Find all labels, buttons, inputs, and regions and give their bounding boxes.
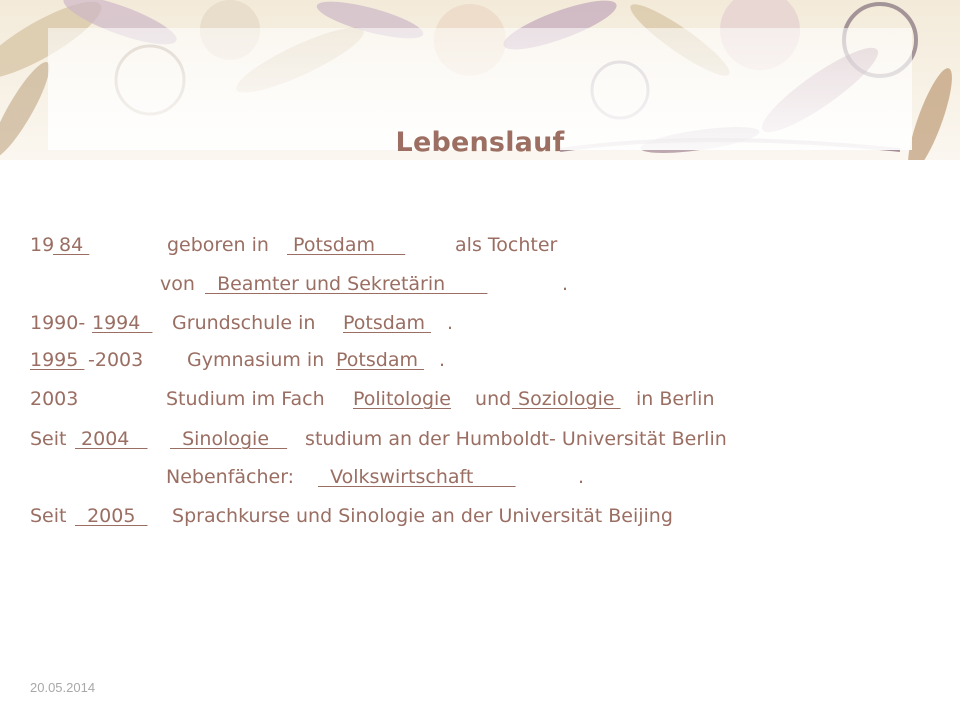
- gymnasium-city: Potsdam: [336, 349, 425, 371]
- parents-value: Beamter und Sekretärin: [205, 273, 488, 295]
- cv-row-beijing: [0, 503, 960, 633]
- beijing-year: 2005: [75, 505, 148, 527]
- grundschule-end-dot: .: [447, 312, 454, 334]
- year-prefix: 19: [30, 234, 55, 256]
- studium-location: in Berlin: [636, 388, 715, 410]
- nebenfaecher-value: Volkswirtschaft: [318, 466, 516, 488]
- grundschule-start: 1990-: [30, 312, 86, 334]
- studium-year: 2003: [30, 388, 79, 410]
- sinologie-year: 2004: [75, 428, 148, 450]
- studium-and: und: [469, 388, 512, 410]
- beijing-prefix: Seit: [30, 505, 73, 527]
- gymnasium-start: 1995: [30, 349, 85, 371]
- birth-label: geboren in: [167, 234, 275, 256]
- sinologie-subject: Sinologie: [170, 428, 288, 450]
- birth-year: 84: [53, 234, 90, 256]
- footer-date: 20.05.2014: [30, 680, 96, 695]
- studium-label: Studium im Fach: [166, 388, 331, 410]
- gymnasium-end: -2003: [88, 349, 144, 371]
- nebenfaecher-end: .: [578, 466, 585, 488]
- studium-subject-2: Soziologie: [512, 388, 621, 410]
- sinologie-text: studium an der Humboldt- Universität Berlin: [299, 428, 727, 450]
- parents-end: .: [562, 273, 569, 295]
- birth-city: Potsdam: [287, 234, 406, 256]
- gymnasium-end-dot: .: [439, 349, 446, 371]
- beijing-text: Sprachkurse und Sinologie an der Universität Beijing: [166, 505, 673, 527]
- grundschule-label: Grundschule in: [166, 312, 322, 334]
- parents-label: von: [160, 273, 201, 295]
- nebenfaecher-label: Nebenfächer:: [166, 466, 301, 488]
- birth-suffix: als Tochter: [449, 234, 558, 256]
- sinologie-prefix: Seit: [30, 428, 73, 450]
- grundschule-city: Potsdam: [343, 312, 432, 334]
- slide-title: Lebenslauf: [395, 127, 565, 158]
- gymnasium-label: Gymnasium in: [187, 349, 331, 371]
- grundschule-end: 1994: [92, 312, 153, 334]
- studium-subject-1: Politologie: [353, 388, 451, 410]
